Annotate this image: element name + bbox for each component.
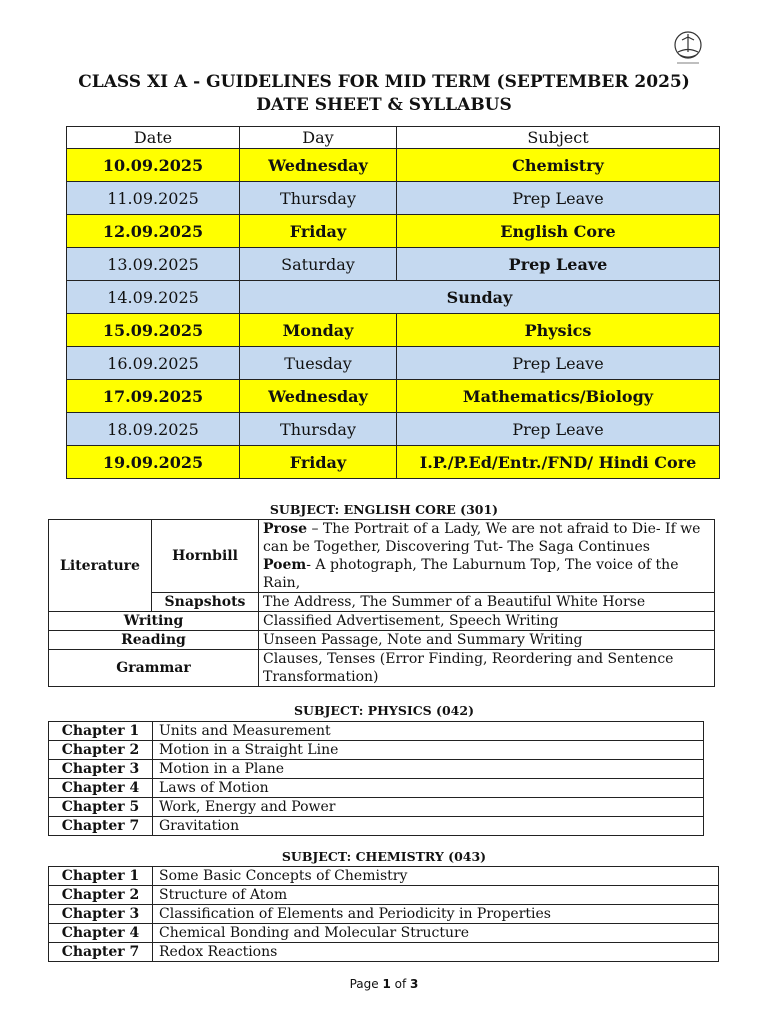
chapter-number: Chapter 3 [49, 760, 153, 779]
page-title: CLASS XI A - GUIDELINES FOR MID TERM (SEPTEMBER 2025) [78, 72, 690, 92]
grammar-content: Clauses, Tenses (Error Finding, Reordering and Sentence Transformation) [259, 650, 715, 687]
subject-cell: I.P./P.Ed/Entr./FND/ Hindi Core [397, 446, 720, 479]
total-pages: 3 [410, 977, 419, 991]
poem-text: - A photograph, The Laburnum Top, The voice of the Rain, [263, 557, 679, 591]
date-cell: 18.09.2025 [67, 413, 240, 446]
chapter-title: Classification of Elements and Periodicity in Properties [153, 905, 719, 924]
chapter-title: Chemical Bonding and Molecular Structure [153, 924, 719, 943]
subject-cell: Prep Leave [397, 413, 720, 446]
chapter-title: Redox Reactions [153, 943, 719, 962]
subject-cell: Physics [397, 314, 720, 347]
physics-syllabus-table [48, 721, 704, 836]
column-header-date: Date [67, 127, 240, 149]
writing-label: Writing [49, 612, 259, 631]
table-row [67, 215, 720, 248]
prose-text: – The Portrait of a Lady, We are not afraid to Die- If we can be Together, Discovering Tut- The Saga Continues [263, 521, 701, 555]
date-cell: 15.09.2025 [67, 314, 240, 347]
table-row [49, 886, 719, 905]
day-cell: Wednesday [240, 149, 397, 182]
table-row [67, 380, 720, 413]
chapter-number: Chapter 1 [49, 867, 153, 886]
table-row [49, 905, 719, 924]
table-row [67, 413, 720, 446]
chapter-number: Chapter 4 [49, 924, 153, 943]
date-cell: 10.09.2025 [67, 149, 240, 182]
subject-cell: Mathematics/Biology [397, 380, 720, 413]
column-header-subject: Subject [397, 127, 720, 149]
current-page: 1 [382, 977, 391, 991]
school-logo-icon [668, 28, 708, 68]
english-syllabus-table [48, 519, 715, 687]
chapter-title: Motion in a Straight Line [153, 741, 704, 760]
writing-content: Classified Advertisement, Speech Writing [259, 612, 715, 631]
snapshots-content: The Address, The Summer of a Beautiful White Horse [259, 593, 715, 612]
table-row [49, 779, 704, 798]
table-row [49, 817, 704, 836]
chapter-title: Laws of Motion [153, 779, 704, 798]
chemistry-section-heading: SUBJECT: CHEMISTRY (043) [281, 849, 487, 864]
day-cell: Saturday [240, 248, 397, 281]
subject-cell: English Core [397, 215, 720, 248]
chapter-number: Chapter 1 [49, 722, 153, 741]
chapter-title: Structure of Atom [153, 886, 719, 905]
date-cell: 14.09.2025 [67, 281, 240, 314]
date-cell: 12.09.2025 [67, 215, 240, 248]
table-row [49, 798, 704, 817]
table-row [49, 722, 704, 741]
table-row [49, 943, 719, 962]
table-row [67, 149, 720, 182]
table-row [49, 631, 715, 650]
day-cell: Sunday [240, 281, 720, 314]
page-of-label: of [390, 977, 411, 991]
table-row [49, 760, 704, 779]
date-cell: 13.09.2025 [67, 248, 240, 281]
chapter-title: Motion in a Plane [153, 760, 704, 779]
prose-label: Prose [263, 521, 308, 537]
table-header-row [67, 127, 720, 149]
chapter-number: Chapter 2 [49, 886, 153, 905]
physics-section-heading: SUBJECT: PHYSICS (042) [294, 703, 474, 718]
table-row [49, 650, 715, 687]
table-row [67, 347, 720, 380]
subject-cell: Prep Leave [397, 347, 720, 380]
hornbill-label: Hornbill [152, 520, 259, 593]
subject-cell: Chemistry [397, 149, 720, 182]
table-row [49, 741, 704, 760]
poem-label: Poem [263, 557, 307, 573]
grammar-label: Grammar [49, 650, 259, 687]
date-cell: 11.09.2025 [67, 182, 240, 215]
chapter-number: Chapter 7 [49, 817, 153, 836]
date-cell: 16.09.2025 [67, 347, 240, 380]
day-cell: Friday [240, 446, 397, 479]
snapshots-label: Snapshots [152, 593, 259, 612]
table-row [67, 281, 720, 314]
table-row [67, 446, 720, 479]
chapter-title: Gravitation [153, 817, 704, 836]
table-row [49, 520, 715, 593]
date-cell: 17.09.2025 [67, 380, 240, 413]
chemistry-syllabus-table [48, 866, 719, 962]
page-footer [0, 977, 768, 991]
column-header-day: Day [240, 127, 397, 149]
day-cell: Wednesday [240, 380, 397, 413]
literature-label: Literature [49, 520, 152, 612]
table-row [67, 314, 720, 347]
subject-cell: Prep Leave [397, 248, 720, 281]
table-row [49, 612, 715, 631]
day-cell: Tuesday [240, 347, 397, 380]
subject-cell: Prep Leave [397, 182, 720, 215]
chapter-number: Chapter 4 [49, 779, 153, 798]
page-label: Page [349, 977, 383, 991]
reading-content: Unseen Passage, Note and Summary Writing [259, 631, 715, 650]
table-row [49, 867, 719, 886]
page-subtitle: DATE SHEET & SYLLABUS [256, 95, 512, 115]
reading-label: Reading [49, 631, 259, 650]
day-cell: Thursday [240, 413, 397, 446]
day-cell: Friday [240, 215, 397, 248]
table-row [67, 182, 720, 215]
chapter-number: Chapter 7 [49, 943, 153, 962]
chapter-number: Chapter 5 [49, 798, 153, 817]
hornbill-content [259, 520, 715, 593]
chapter-title: Work, Energy and Power [153, 798, 704, 817]
day-cell: Monday [240, 314, 397, 347]
day-cell: Thursday [240, 182, 397, 215]
date-sheet-table [66, 126, 720, 479]
chapter-title: Units and Measurement [153, 722, 704, 741]
chapter-number: Chapter 2 [49, 741, 153, 760]
table-row [67, 248, 720, 281]
chapter-number: Chapter 3 [49, 905, 153, 924]
date-cell: 19.09.2025 [67, 446, 240, 479]
english-section-heading: SUBJECT: ENGLISH CORE (301) [269, 502, 499, 517]
chapter-title: Some Basic Concepts of Chemistry [153, 867, 719, 886]
table-row [49, 924, 719, 943]
